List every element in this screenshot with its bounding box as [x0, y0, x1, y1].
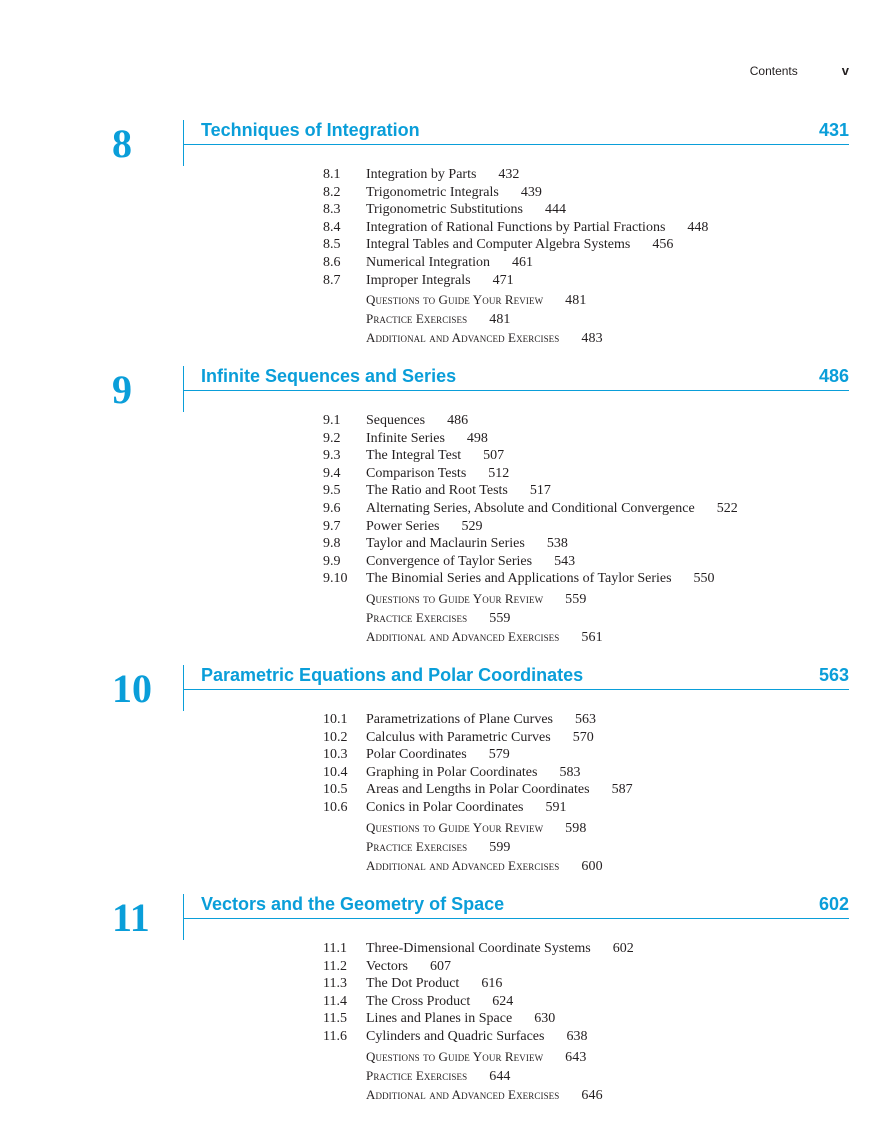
section-number: 9.6: [323, 500, 341, 516]
section-title: Taylor and Maclaurin Series: [366, 536, 525, 552]
section-title: Integration of Rational Functions by Partial Fractions: [366, 219, 666, 235]
chapter-page-number: 431: [818, 120, 849, 140]
section-title-line: [366, 975, 502, 993]
section-page-number: 517: [529, 483, 551, 499]
chapter-vertical-rule: [183, 894, 184, 940]
back-matter-entry[interactable]: [323, 589, 603, 608]
section-number: 9.3: [323, 448, 341, 464]
section-title-line: [366, 729, 594, 747]
back-matter-title: Additional and Advanced Exercises: [366, 628, 560, 644]
section-number: 9.8: [323, 536, 341, 552]
section-entry[interactable]: [323, 166, 603, 184]
section-title-line: [366, 1028, 587, 1046]
chapter-number: 10: [112, 666, 152, 711]
section-entry[interactable]: [323, 1010, 603, 1028]
section-entry[interactable]: [323, 518, 603, 536]
section-entry[interactable]: [323, 553, 603, 571]
section-entry[interactable]: [323, 746, 603, 764]
section-number: 11.2: [323, 958, 347, 974]
section-page-number: 579: [488, 747, 510, 763]
chapter-title[interactable]: Vectors and the Geometry of Space: [201, 894, 505, 914]
section-page-number: 529: [461, 518, 483, 534]
section-title: Power Series: [366, 518, 440, 534]
chapter-vertical-rule: [183, 366, 184, 412]
section-number: 9.5: [323, 483, 341, 499]
section-title: Conics in Polar Coordinates: [366, 799, 524, 815]
chapter-page-number: 563: [818, 665, 849, 685]
section-number: 9.7: [323, 518, 341, 534]
section-page-number: 486: [447, 413, 469, 428]
section-page-number: 550: [693, 571, 715, 587]
section-title-line: [366, 993, 513, 1011]
back-matter-entry[interactable]: [323, 309, 603, 328]
section-page-number: 602: [612, 941, 634, 956]
back-matter-entry[interactable]: [323, 1085, 603, 1104]
section-entry[interactable]: [323, 940, 634, 958]
back-matter-page-number: 646: [581, 1087, 603, 1103]
section-title-line: [366, 799, 567, 817]
section-title-line: [366, 254, 533, 272]
chapter-horizontal-rule: [184, 390, 849, 391]
section-entry[interactable]: [323, 764, 603, 782]
chapter-vertical-rule: [183, 665, 184, 711]
section-entry[interactable]: [323, 799, 603, 817]
section-number: 10.3: [323, 747, 348, 763]
chapter-horizontal-rule: [184, 689, 849, 690]
section-page-number: 587: [611, 782, 633, 798]
section-number: 9.4: [323, 465, 341, 481]
section-title-line: [366, 219, 708, 237]
section-entry[interactable]: [323, 958, 603, 976]
section-page-number: 471: [492, 272, 514, 288]
section-entry[interactable]: [323, 482, 603, 500]
back-matter-page-number: 599: [489, 839, 511, 855]
section-entry[interactable]: [323, 975, 603, 993]
section-title: Integral Tables and Computer Algebra Systems: [366, 237, 631, 253]
back-matter-entry[interactable]: [323, 290, 603, 309]
back-matter-page-number: 481: [489, 312, 511, 328]
section-title-line: [366, 482, 551, 500]
back-matter-page-number: 481: [565, 293, 587, 309]
section-number: 8.1: [323, 167, 341, 182]
section-entry[interactable]: [323, 201, 603, 219]
section-title-line: [366, 746, 510, 764]
section-title: Sequences: [366, 413, 426, 428]
section-title: Polar Coordinates: [366, 747, 467, 763]
back-matter-page-number: 643: [565, 1049, 587, 1065]
section-title: Alternating Series, Absolute and Conditional Convergence: [366, 500, 695, 516]
section-title: The Cross Product: [366, 993, 471, 1009]
chapter-number: 9: [112, 367, 132, 412]
section-number: 8.7: [323, 272, 341, 288]
section-number: 9.1: [323, 413, 341, 428]
section-entry[interactable]: [323, 465, 603, 483]
section-title: Improper Integrals: [366, 272, 471, 288]
section-number: 10.5: [323, 782, 348, 798]
section-entry[interactable]: [323, 184, 603, 202]
back-matter-title: Additional and Advanced Exercises: [366, 330, 560, 346]
section-title-line: [366, 430, 488, 448]
back-matter-entry[interactable]: [323, 837, 603, 856]
section-title-line: [366, 201, 566, 219]
section-entry[interactable]: [323, 447, 603, 465]
back-matter-page-number: 600: [581, 858, 603, 874]
section-entry[interactable]: [323, 500, 738, 518]
back-matter-entry[interactable]: [323, 856, 603, 875]
section-entry[interactable]: [323, 430, 603, 448]
section-number: 9.9: [323, 553, 341, 569]
section-title: Areas and Lengths in Polar Coordinates: [366, 782, 590, 798]
section-title-line: [366, 500, 738, 518]
back-matter-page-number: 644: [489, 1068, 511, 1084]
section-entry[interactable]: [323, 219, 709, 237]
section-entry[interactable]: [323, 1028, 603, 1046]
section-title-line: [366, 447, 504, 465]
section-page-number: 563: [575, 712, 597, 727]
section-title: Parametrizations of Plane Curves: [366, 712, 554, 727]
section-title: Trigonometric Integrals: [366, 184, 499, 200]
section-number: 10.1: [323, 712, 348, 727]
section-entry[interactable]: [323, 729, 603, 747]
section-page-number: 432: [498, 167, 520, 182]
section-number: 8.3: [323, 202, 341, 218]
section-page-number: 512: [488, 465, 510, 481]
section-title-line: [366, 465, 509, 483]
section-entry[interactable]: [323, 535, 603, 553]
section-title-line: [366, 184, 542, 202]
back-matter-entry[interactable]: [323, 608, 603, 627]
section-page-number: 638: [566, 1028, 588, 1044]
section-list: [323, 412, 738, 646]
chapter-number: 11: [112, 895, 150, 940]
section-page-number: 630: [534, 1011, 556, 1027]
back-matter-title: Practice Exercises: [366, 1067, 468, 1083]
back-matter-title: Practice Exercises: [366, 311, 468, 327]
section-number: 9.2: [323, 430, 341, 446]
chapter-title[interactable]: Techniques of Integration: [201, 120, 420, 140]
back-matter-title: Practice Exercises: [366, 609, 468, 625]
section-title-line: [366, 1010, 555, 1028]
section-title: Three-Dimensional Coordinate Systems: [366, 941, 591, 956]
back-matter-entry[interactable]: [323, 1047, 603, 1066]
chapter-horizontal-rule: [184, 918, 849, 919]
back-matter-title: Questions to Guide Your Review: [366, 1048, 544, 1064]
section-number: 11.1: [323, 941, 347, 956]
section-page-number: 498: [466, 430, 488, 446]
section-title-line: [366, 764, 580, 782]
running-head-label: Contents: [749, 64, 798, 78]
section-title-line: [366, 958, 451, 976]
section-number: 8.2: [323, 184, 341, 200]
section-title: Numerical Integration: [366, 254, 491, 270]
section-list: [323, 711, 633, 875]
section-number: 8.5: [323, 237, 341, 253]
section-title-line: [366, 940, 634, 958]
section-list: [323, 166, 709, 347]
section-title-line: [366, 553, 575, 571]
section-page-number: 507: [483, 448, 505, 464]
section-page-number: 624: [492, 993, 514, 1009]
section-number: 11.4: [323, 993, 347, 1009]
section-title: Trigonometric Substitutions: [366, 202, 524, 218]
section-title-line: [366, 236, 673, 254]
chapter-title[interactable]: Infinite Sequences and Series: [201, 366, 457, 386]
section-title: Vectors: [366, 958, 408, 974]
back-matter-page-number: 483: [581, 331, 603, 347]
section-page-number: 461: [512, 254, 534, 270]
section-title: The Ratio and Root Tests: [366, 483, 508, 499]
section-title-line: [366, 272, 514, 290]
section-page-number: 538: [546, 536, 568, 552]
running-head: [750, 63, 849, 78]
section-title: Infinite Series: [366, 430, 445, 446]
section-title: Convergence of Taylor Series: [366, 553, 533, 569]
back-matter-page-number: 559: [489, 610, 511, 626]
back-matter-title: Additional and Advanced Exercises: [366, 857, 560, 873]
section-title: Comparison Tests: [366, 465, 467, 481]
section-page-number: 591: [545, 799, 567, 815]
section-page-number: 448: [687, 219, 709, 235]
back-matter-page-number: 598: [565, 820, 587, 836]
section-entry[interactable]: [323, 781, 633, 799]
section-title-line: [366, 412, 468, 430]
section-title-line: [366, 570, 715, 588]
section-page-number: 616: [481, 976, 503, 992]
section-page-number: 439: [520, 184, 542, 200]
section-title-line: [366, 781, 633, 799]
section-title-line: [366, 166, 519, 184]
section-title: Integration by Parts: [366, 167, 477, 182]
section-title-line: [366, 711, 596, 729]
section-title: The Integral Test: [366, 448, 462, 464]
section-number: 8.4: [323, 219, 341, 235]
back-matter-entry[interactable]: [323, 627, 603, 646]
chapter-page-number: 602: [818, 894, 849, 914]
back-matter-page-number: 561: [581, 629, 603, 645]
section-number: 10.2: [323, 729, 348, 745]
section-title: Lines and Planes in Space: [366, 1011, 513, 1027]
back-matter-entry[interactable]: [323, 1066, 603, 1085]
section-entry[interactable]: [323, 236, 674, 254]
section-entry[interactable]: [323, 254, 603, 272]
section-list: [323, 940, 634, 1104]
page-number: v: [841, 63, 849, 78]
chapter-number: 8: [112, 121, 132, 166]
section-title: Cylinders and Quadric Surfaces: [366, 1028, 545, 1044]
section-number: 10.4: [323, 764, 348, 780]
section-number: 11.3: [323, 976, 347, 992]
section-page-number: 607: [430, 958, 451, 974]
chapter-page-number: 486: [818, 366, 849, 386]
section-number: 10.6: [323, 799, 348, 815]
section-page-number: 522: [716, 500, 738, 516]
section-page-number: 543: [554, 553, 576, 569]
section-title: The Dot Product: [366, 976, 460, 992]
chapter-horizontal-rule: [184, 144, 849, 145]
back-matter-title: Questions to Guide Your Review: [366, 819, 544, 835]
section-title-line: [366, 535, 568, 553]
section-number: 11.5: [323, 1011, 347, 1027]
section-title: The Binomial Series and Applications of Taylor Series: [366, 571, 672, 587]
section-number: 8.6: [323, 254, 341, 270]
back-matter-title: Questions to Guide Your Review: [366, 292, 544, 308]
back-matter-title: Practice Exercises: [366, 838, 468, 854]
section-page-number: 570: [572, 729, 594, 745]
section-page-number: 444: [545, 202, 567, 218]
section-entry[interactable]: [323, 412, 603, 430]
section-entry[interactable]: [323, 570, 715, 588]
back-matter-page-number: 559: [565, 591, 587, 607]
back-matter-entry[interactable]: [323, 818, 603, 837]
back-matter-title: Questions to Guide Your Review: [366, 590, 544, 606]
section-entry[interactable]: [323, 711, 603, 729]
section-number: 11.6: [323, 1028, 347, 1044]
chapter-title[interactable]: Parametric Equations and Polar Coordinates: [201, 665, 584, 685]
section-title: Graphing in Polar Coordinates: [366, 764, 538, 780]
back-matter-title: Additional and Advanced Exercises: [366, 1086, 560, 1102]
section-number: 9.10: [323, 571, 348, 587]
section-entry[interactable]: [323, 993, 603, 1011]
chapter-vertical-rule: [183, 120, 184, 166]
back-matter-entry[interactable]: [323, 328, 603, 347]
section-page-number: 456: [652, 237, 674, 253]
section-title-line: [366, 518, 483, 536]
section-entry[interactable]: [323, 272, 603, 290]
section-page-number: 583: [559, 764, 581, 780]
section-title: Calculus with Parametric Curves: [366, 729, 551, 745]
